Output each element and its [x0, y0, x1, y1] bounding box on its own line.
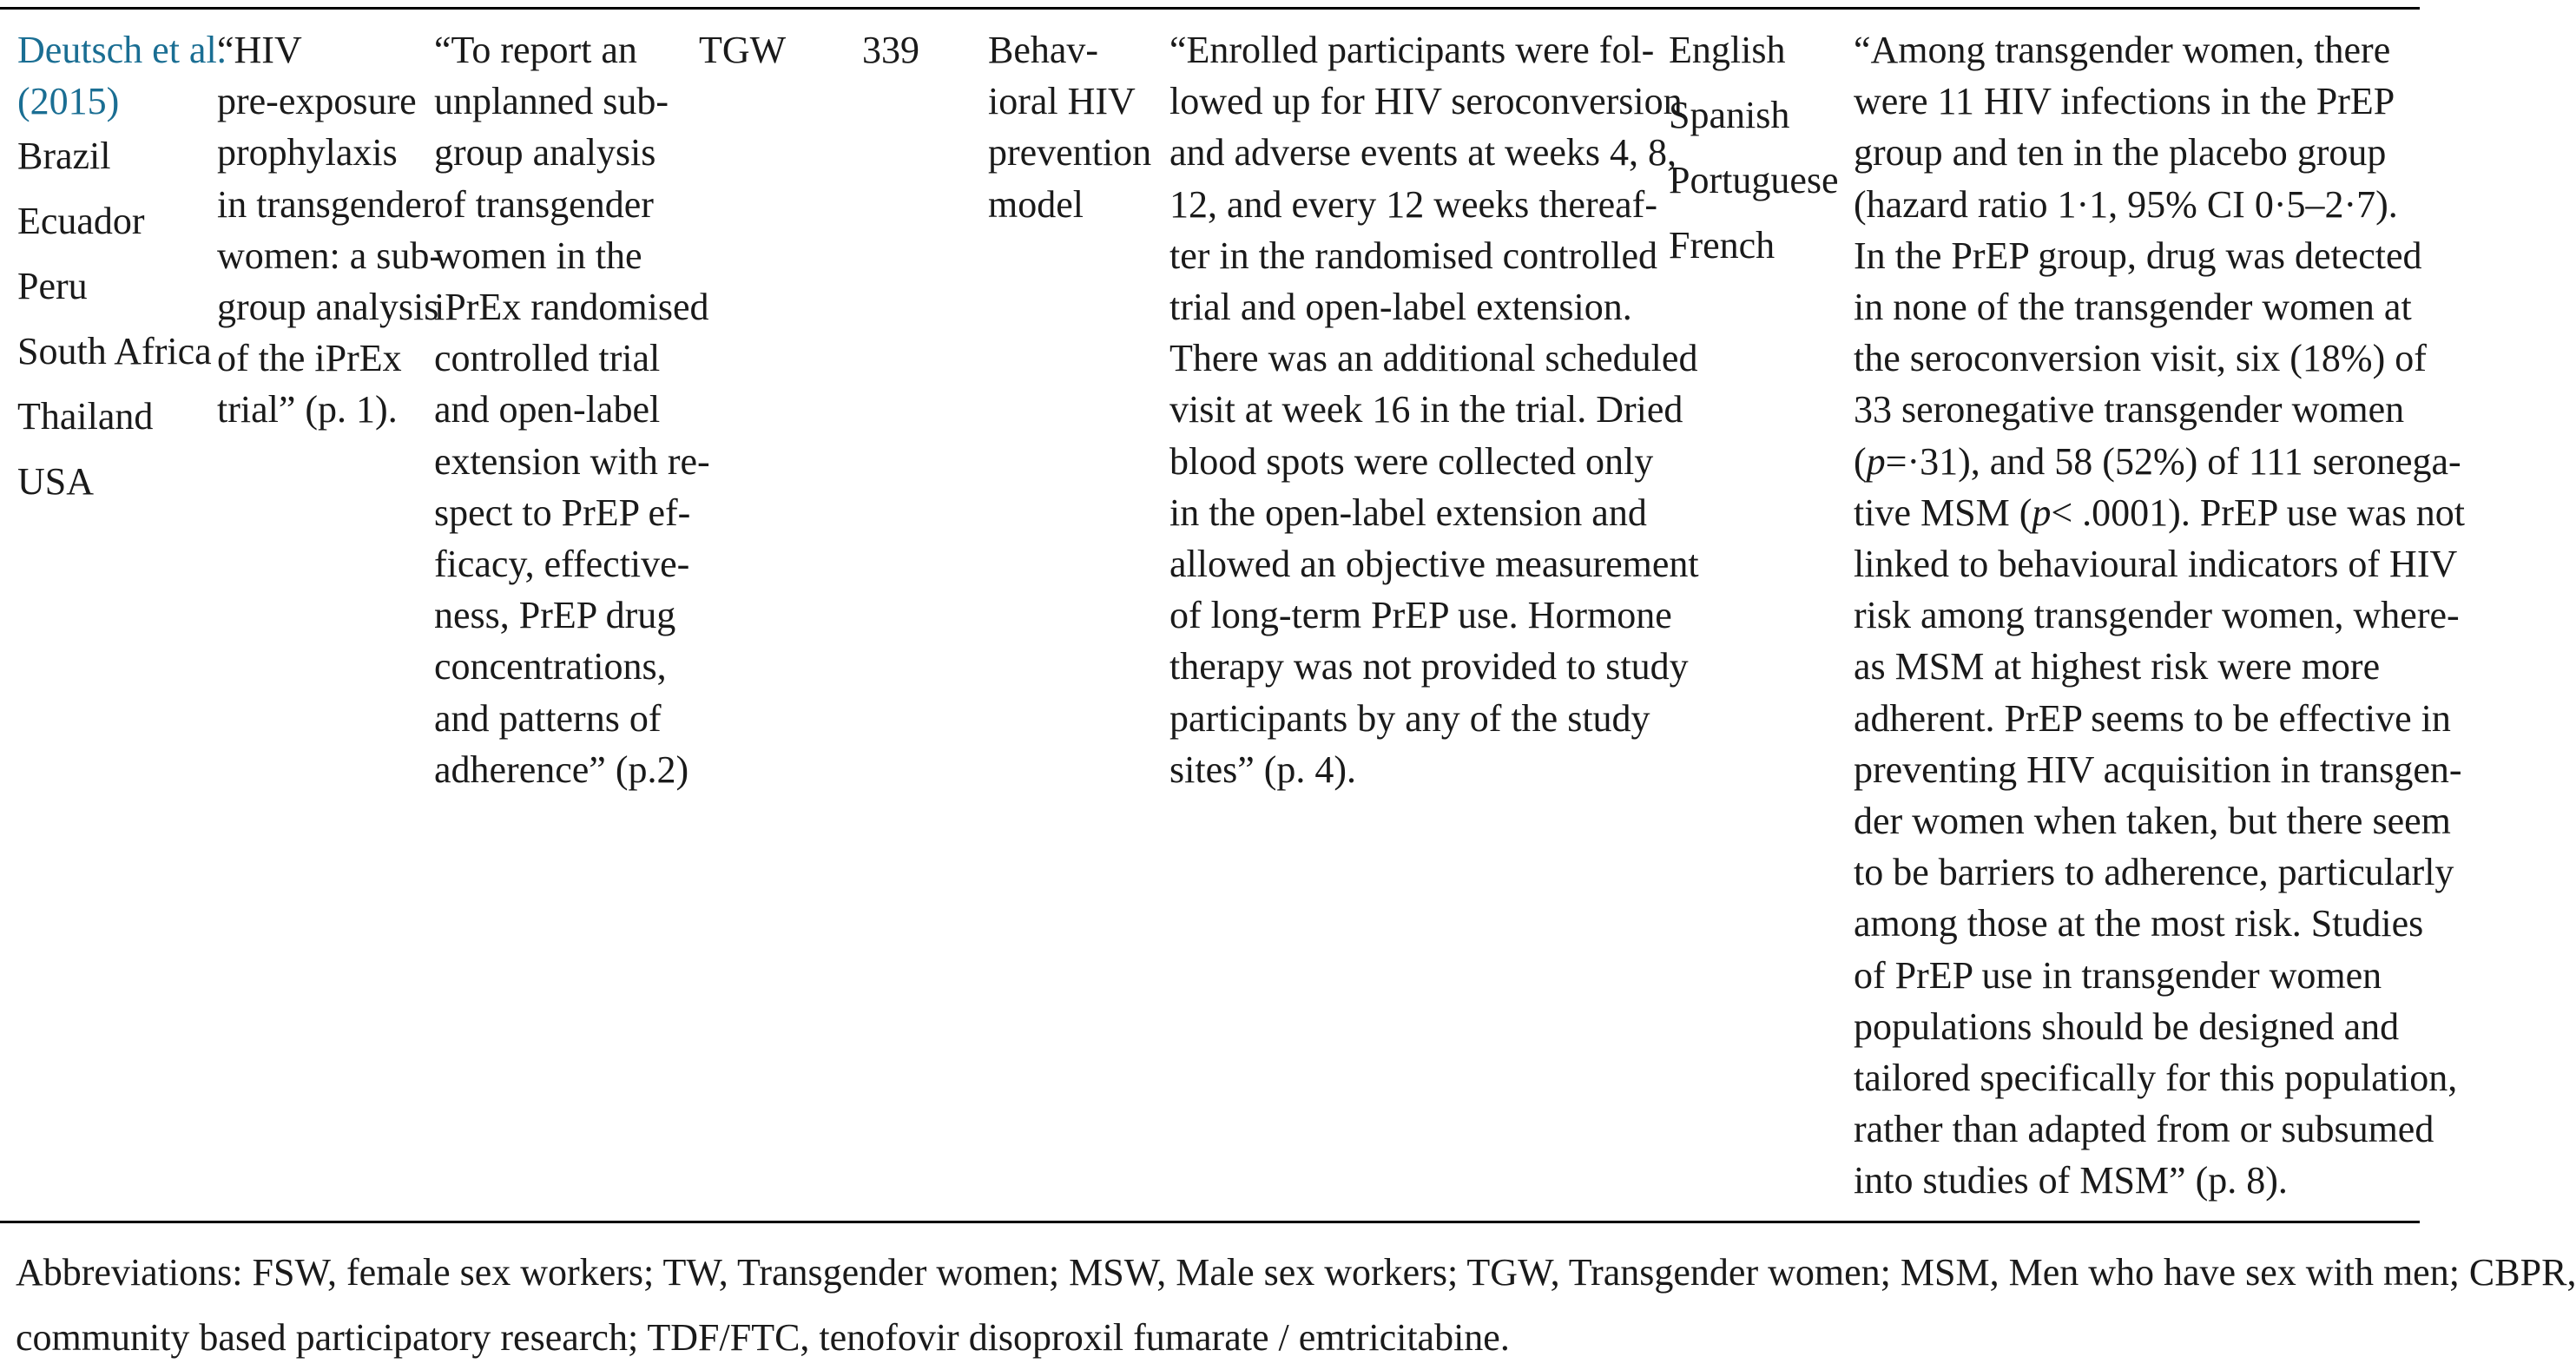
location-item: Ecuador	[17, 200, 145, 243]
aim-line: ness, PrEP drug	[434, 594, 676, 637]
study-citation-link[interactable]	[17, 24, 227, 127]
findings-line: der women when taken, but there seem	[1854, 800, 2451, 843]
language-item: English	[1669, 29, 1786, 71]
findings-line: of PrEP use in transgender women	[1854, 953, 2382, 997]
findings-line: to be barriers to adherence, particularly	[1854, 851, 2454, 894]
findings-line: into studies of MSM” (p. 8).	[1854, 1159, 2288, 1202]
title-line: group analysis	[217, 286, 439, 329]
findings-line: among those at the most risk. Studies	[1854, 902, 2424, 945]
location-item: Thailand	[17, 395, 154, 438]
location-item: Peru	[17, 265, 88, 308]
methods-line: ter in the randomised controlled	[1169, 234, 1658, 277]
aim-line: concentrations,	[434, 645, 667, 688]
aim-line: women in the	[434, 234, 642, 277]
title-line: of the iPrEx	[217, 337, 402, 380]
findings-line: populations should be designed and	[1854, 1004, 2400, 1048]
methods-line: and adverse events at weeks 4, 8,	[1169, 131, 1677, 175]
methods-line: trial and open-label extension.	[1169, 286, 1632, 329]
study-cell	[17, 24, 227, 514]
aim-cell	[434, 24, 710, 795]
location-list	[17, 123, 227, 514]
methods-line: therapy was not provided to study	[1169, 645, 1689, 688]
findings-line: 33 seronegative transgender women	[1854, 388, 2405, 431]
aim-line: and patterns of	[434, 696, 662, 740]
aim-line: extension with re-	[434, 439, 710, 483]
findings-line: linked to behavioural indicators of HIV	[1854, 543, 2458, 586]
findings-line: “Among transgender women, there	[1854, 29, 2391, 71]
table-bottom-rule	[0, 1221, 2420, 1223]
location-item: South Africa	[17, 330, 212, 373]
methods-line: blood spots were collected only	[1169, 439, 1654, 483]
aim-line: “To report an	[434, 29, 637, 71]
findings-line: rather than adapted from or subsumed	[1854, 1108, 2434, 1151]
table-top-rule	[0, 7, 2420, 10]
methods-line: “Enrolled participants were fol-	[1169, 29, 1655, 71]
findings-line: preventing HIV acquisition in transgen-	[1854, 748, 2462, 791]
findings-line: risk among transgender women, where-	[1854, 594, 2460, 637]
model-line: prevention	[988, 131, 1152, 175]
sample-size-cell	[862, 24, 919, 76]
citation-line: (2015)	[17, 80, 120, 123]
methods-line: in the open-label extension and	[1169, 491, 1647, 534]
aim-line: controlled trial	[434, 337, 661, 380]
aim-line: ficacy, effective-	[434, 543, 690, 586]
footnote-line: community based participatory research; TDF/FTC, tenofovir disoproxil fumarate / emtricitabine.	[16, 1316, 1510, 1359]
findings-line: the seroconversion visit, six (18%) of	[1854, 337, 2427, 380]
title-line: “HIV	[217, 29, 302, 71]
location-item: Brazil	[17, 135, 111, 178]
findings-line: as MSM at highest risk were more	[1854, 645, 2381, 688]
model-line: model	[988, 182, 1084, 226]
population-cell	[699, 24, 786, 76]
title-line: in transgender	[217, 182, 435, 226]
findings-text: < .0001). PrEP use was not	[2051, 491, 2465, 534]
title-line: prophylaxis	[217, 131, 398, 175]
title-line: pre-exposure	[217, 80, 417, 123]
location-item: USA	[17, 460, 95, 504]
findings-text: tive MSM (	[1854, 491, 2032, 534]
aim-line: and open-label	[434, 388, 661, 431]
findings-line: adherent. PrEP seems to be effective in	[1854, 696, 2451, 740]
methods-line: There was an additional scheduled	[1169, 337, 1698, 380]
citation-line: Deutsch et al.	[17, 29, 227, 71]
footnote-line: Abbreviations: FSW, female sex workers; TW, Transgender women; MSW, Male sex workers; TGW, Transgender women; MSM, Men who have sex with men; CBPR,	[16, 1251, 2576, 1294]
language-item: French	[1669, 224, 1776, 267]
methods-line: 12, and every 12 weeks thereaf-	[1169, 182, 1657, 226]
language-item: Spanish	[1669, 94, 1790, 136]
findings-text: =·31), and 58 (52%) of 111 seronega-	[1885, 439, 2461, 483]
title-cell	[217, 24, 442, 436]
methods-line: of long-term PrEP use. Hormone	[1169, 594, 1672, 637]
findings-line: In the PrEP group, drug was detected	[1854, 234, 2422, 277]
sample-size-value: 339	[862, 29, 919, 71]
methods-line: visit at week 16 in the trial. Dried	[1169, 388, 1683, 431]
methods-cell	[1169, 24, 1699, 795]
model-line: ioral HIV	[988, 80, 1136, 123]
aim-line: adherence” (p.2)	[434, 748, 689, 791]
findings-line: (p=·31), and 58 (52%) of 111 seronega-	[1854, 439, 2461, 483]
language-item: Portuguese	[1669, 159, 1839, 201]
methods-line: allowed an objective measurement	[1169, 543, 1699, 586]
findings-line: in none of the transgender women at	[1854, 286, 2412, 329]
model-cell	[988, 24, 1151, 230]
p-value-symbol: p	[2032, 491, 2052, 534]
aim-line: group analysis	[434, 131, 656, 175]
model-line: Behav-	[988, 29, 1099, 71]
aim-line: spect to PrEP ef-	[434, 491, 691, 534]
p-value-symbol: p	[1866, 439, 1886, 483]
population-value: TGW	[699, 29, 787, 71]
methods-line: participants by any of the study	[1169, 696, 1650, 740]
abbreviations-footnote	[16, 1240, 2576, 1370]
title-line: trial” (p. 1).	[217, 388, 398, 431]
aim-line: iPrEx randomised	[434, 286, 709, 329]
findings-line: tailored specifically for this population,	[1854, 1057, 2458, 1100]
findings-line: were 11 HIV infections in the PrEP	[1854, 80, 2395, 123]
languages-cell	[1669, 24, 1839, 278]
findings-line: (hazard ratio 1·1, 95% CI 0·5–2·7).	[1854, 182, 2398, 226]
findings-line: group and ten in the placebo group	[1854, 131, 2387, 175]
aim-line: of transgender	[434, 182, 654, 226]
methods-line: lowed up for HIV seroconversion	[1169, 80, 1683, 123]
title-line: women: a sub-	[217, 234, 443, 277]
findings-cell	[1854, 24, 2465, 1207]
findings-line	[1854, 487, 2465, 538]
methods-line: sites” (p. 4).	[1169, 748, 1357, 791]
aim-line: unplanned sub-	[434, 80, 669, 123]
